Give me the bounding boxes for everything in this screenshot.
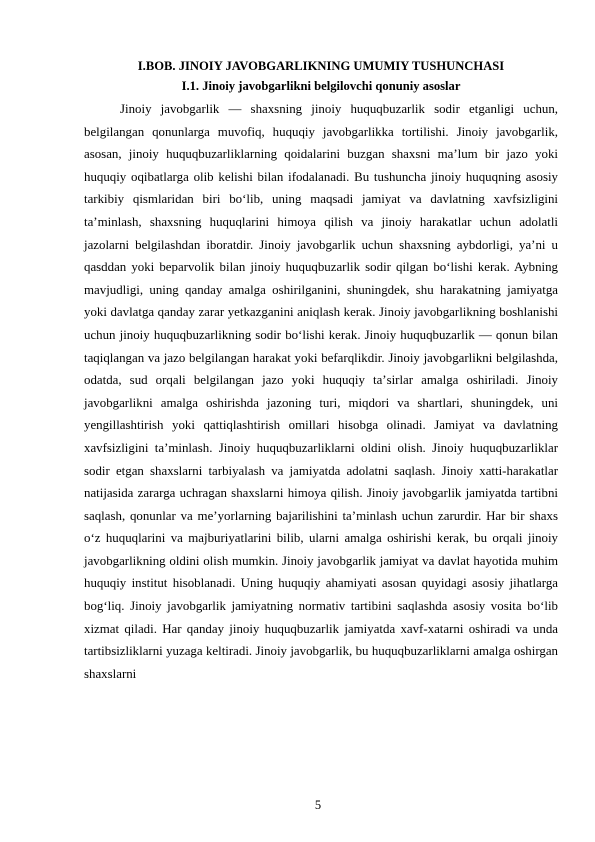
chapter-title: I.BOB. JINOIY JAVOBGARLIKNING UMUMIY TUSHUNCHASI	[137, 59, 505, 73]
page-number: 5	[314, 798, 322, 812]
section-title: I.1. Jinoiy javobgarlikni belgilovchi qonuniy asoslar	[181, 79, 461, 93]
body-paragraph: Jinoiy javobgarlik — shaxsning jinoiy huquqbuzarlik sodir etganligi uchun, belgilangan qonunlarga muvofiq, huquqiy javobgarlikka tortilishi. Jinoiy javobgarlik, asosan, jinoiy huquqbuzarliklarning qoidalarini buzgan shaxsni maʼlum bir jazo yoki huquqiy oqibatlarga olib kelishi bilan ifodalanadi. Bu tushuncha jinoiy huquqning asosiy tarkibiy qismlaridan biri boʻlib, uning maqsadi jamiyat va davlatning xavfsizligini taʼminlash, shaxsning huquqlarini himoya qilish va jinoiy harakatlar uchun adolatli jazolarni belgilashdan iboratdir. Jinoiy javobgarlik uchun shaxsning aybdorligi, yaʼni u qasddan yoki beparvolik bilan jinoiy huquqbuzarlik sodir qilgan boʻlishi kerak. Aybning mavjudligi, uning qanday amalga oshirilganini, shuningdek, shu harakatning jamiyatga yoki davlatga qanday zarar yetkazganini aniqlash kerak. Jinoiy javobgarlikning boshlanishi uchun jinoiy huquqbuzarlikning sodir boʻlishi kerak. Jinoiy huquqbuzarlik — qonun bilan taqiqlangan va jazo belgilangan harakat yoki befarqlikdir. Jinoiy javobgarlikni belgilashda, odatda, sud orqali belgilangan jazo yoki huquqiy taʼsirlar amalga oshiriladi. Jinoiy javobgarlikni amalga oshirishda jazoning turi, miqdori va shartlari, shuningdek, uni yengillashtirish yoki qattiqlashtirish omillari hisobga olinadi. Jamiyat va davlatning xavfsizligini taʼminlash. Jinoiy huquqbuzarliklarni oldini olish. Jinoiy huquqbuzarliklar sodir etgan shaxslarni tarbiyalash va jamiyatda adolatni saqlash. Jinoiy xatti-harakatlar natijasida zararga uchragan shaxslarni himoya qilish. Jinoiy javobgarlik jamiyatda tartibni saqlash, qonunlar va meʼyorlarning bajarilishini taʼminlash uchun zarurdir. Har bir shaxs oʻz huquqlarini va majburiyatlarini bilib, ularni amalga oshirishi kerak, bu orqali jinoiy javobgarlikning oldini olish mumkin. Jinoiy javobgarlik jamiyat va davlat hayotida muhim huquqiy institut hisoblanadi. Uning huquqiy ahamiyati asosan quyidagi asosiy jihatlarga bogʻliq. Jinoiy javobgarlik jamiyatning normativ tartibini saqlashda asosiy vosita boʻlib xizmat qiladi. Har qanday jinoiy huquqbuzarlik jamiyatda xavf-xatarni oshiradi va unda tartibsizliklarni yuzaga keltiradi. Jinoiy javobgarlik, bu huquqbuzarliklarni amalga oshirgan shaxslarni	[84, 102, 558, 681]
